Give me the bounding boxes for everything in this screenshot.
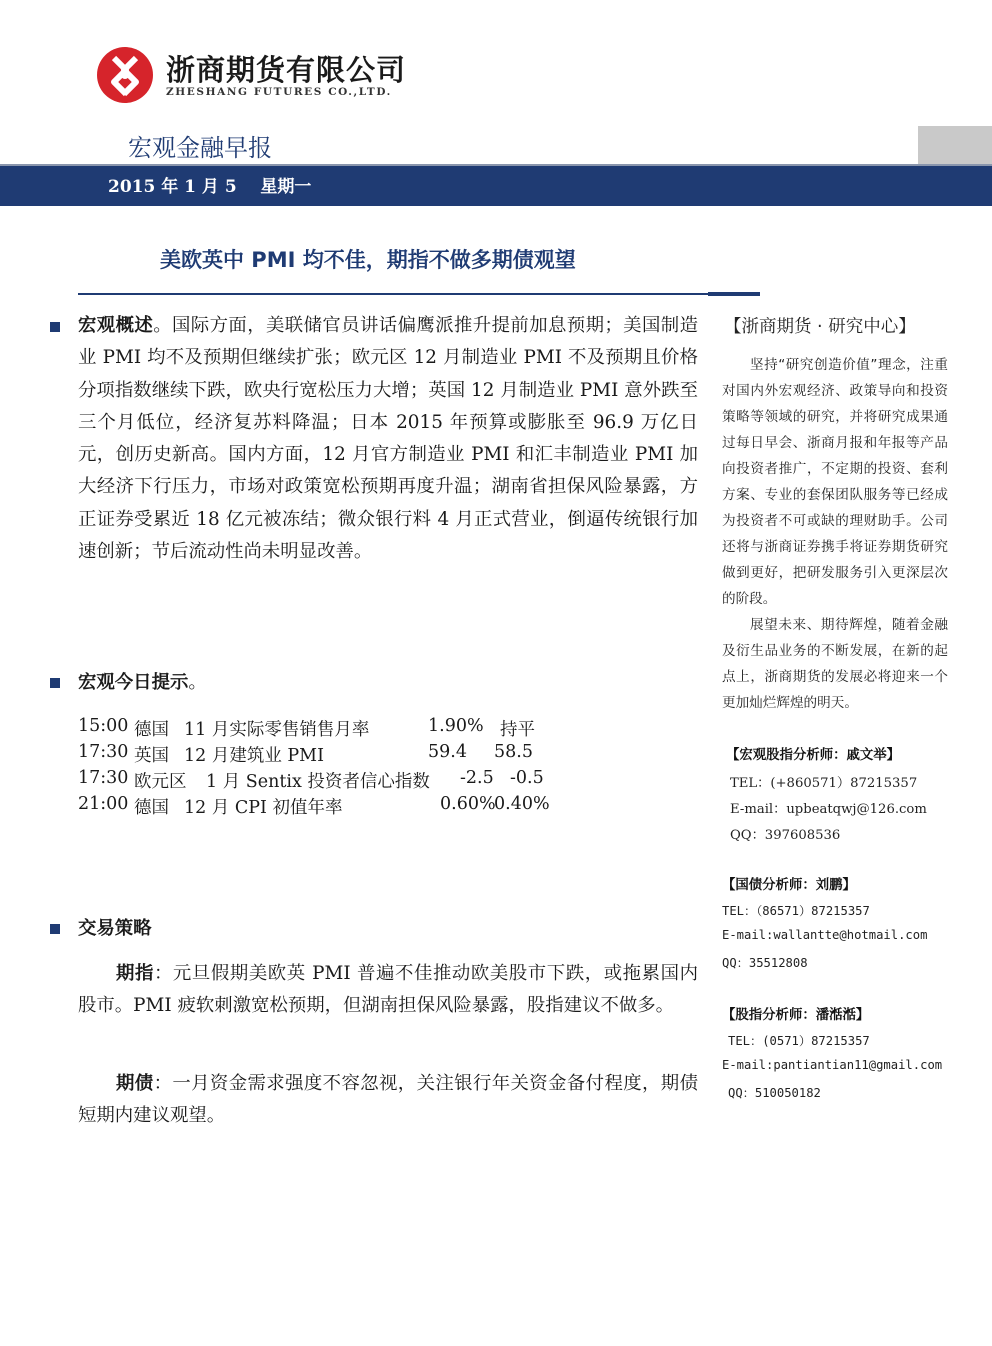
strategy-label: 期指 <box>116 963 154 984</box>
event-value-1: 59.4 <box>428 742 467 762</box>
event-time: 21:00 <box>78 794 129 814</box>
event-value-1: -2.5 <box>460 768 494 788</box>
bullet-square <box>50 678 60 688</box>
report-date: 2015 年 1 月 5 星期一 <box>108 177 312 197</box>
today-tips-heading: 宏观今日提示 <box>78 672 189 693</box>
headline-rule-accent <box>708 292 760 296</box>
analyst-qq: QQ：35512808 <box>722 956 808 970</box>
strategy-heading: 交易策略 <box>78 918 152 939</box>
sidebar-paragraph: 展望未来、期待辉煌，随着金融及衍生品业务的不断发展，在新的起点上，浙商期货的发展必将迎来一个更加灿烂辉煌的明天。 <box>722 617 948 711</box>
company-name-en: ZHESHANG FUTURES CO.,LTD. <box>166 86 392 98</box>
bullet-square <box>50 322 60 332</box>
macro-overview-heading: 宏观概述 <box>78 315 154 336</box>
company-name-cn: 浙商期货有限公司 <box>166 53 407 87</box>
event-region: 英国 <box>134 746 169 766</box>
event-region: 欧元区 <box>134 772 187 792</box>
analyst-heading-macro: 【宏观股指分析师：戚文举】 <box>726 748 901 763</box>
event-item: 1 月 Sentix 投资者信心指数 <box>206 772 430 792</box>
bullet-square <box>50 924 60 934</box>
headline-rule <box>78 293 760 295</box>
event-value-1: 1.90% <box>428 716 484 736</box>
sidebar-paragraph: 坚持“研究创造价值”理念，注重对国内外宏观经济、政策导向和投资策略等领域的研究，并将研究成果通过每日早会、浙商月报和年报等产品向投资者推广，不定期的投资、套利方案、专业的套保团队服务等已经成为投资者不可或缺的理财助手。公司还将与浙商证券携手将证券期货研究做到更好，把研发服务引入更深层次的阶段。 <box>722 357 948 607</box>
event-value-1: 0.60% <box>440 794 496 814</box>
event-item: 12 月建筑业 PMI <box>184 746 324 766</box>
event-value-2: 0.40% <box>494 794 550 814</box>
analyst-email: E-mail：upbeatqwj@126.com <box>730 802 927 817</box>
analyst-qq: QQ：510050182 <box>728 1086 821 1100</box>
strategy-text: ：元旦假期美欧英 PMI 普遍不佳推动欧美股市下跌，或拖累国内股市。PMI 疲软刺激宽松预期，但湖南担保风险暴露，股指建议不做多。 <box>78 963 698 1017</box>
strategy-label: 期债 <box>116 1073 154 1094</box>
analyst-email: E-mail:wallantte@hotmail.com <box>722 928 928 942</box>
macro-overview-text: 。国际方面，美联储官员讲话偏鹰派推升提前加息预期；美国制造业 PMI 均不及预期但继续扩张；欧元区 12 月制造业 PMI 不及预期且价格分项指数继续下跌，欧央行宽松压力大增；英国 12 月制造业 PMI 意外跌至三个月低位，经济复苏料降温；日本 2015 年预算或膨胀至 96.9 万亿日元，创历史新高。国内方面，12 月官方制造业 PMI 和汇丰制造业 PMI 加大经济下行压力，市场对政策宽松预期再度升温；湖南省担保风险暴露，方正证券受累近 18 亿元被冻结；微众银行料 4 月正式营业，倒逼传统银行加速创新；节后流动性尚未明显改善。 <box>78 315 698 563</box>
event-time: 15:00 <box>78 716 129 736</box>
analyst-qq: QQ：397608536 <box>730 828 841 843</box>
event-value-2: -0.5 <box>510 768 544 788</box>
company-logo <box>96 46 154 104</box>
header-gray-block <box>918 126 992 164</box>
event-item: 11 月实际零售销售月率 <box>184 720 370 740</box>
analyst-tel: TEL：（86571）87215357 <box>722 904 870 918</box>
macro-overview-paragraph <box>78 310 698 568</box>
analyst-heading-index: 【股指分析师：潘湉湉】 <box>722 1008 870 1023</box>
event-time: 17:30 <box>78 742 129 762</box>
event-time: 17:30 <box>78 768 129 788</box>
report-title: 宏观金融早报 <box>128 134 272 162</box>
strategy-text: ：一月资金需求强度不容忽视，关注银行年关资金备付程度，期债短期内建议观望。 <box>78 1073 698 1127</box>
today-tips-title <box>78 668 207 694</box>
analyst-heading-bond: 【国债分析师：刘鹏】 <box>722 878 856 893</box>
today-tips-suffix: 。 <box>188 672 207 693</box>
headline: 美欧英中 PMI 均不佳，期指不做多期债观望 <box>160 248 576 272</box>
strategy-paragraph-index-futures <box>78 958 698 1023</box>
event-value-2: 58.5 <box>494 742 533 762</box>
event-region: 德国 <box>134 720 169 740</box>
event-item: 12 月 CPI 初值年率 <box>184 798 343 818</box>
analyst-tel: TEL：(+860571）87215357 <box>730 776 918 791</box>
strategy-paragraph-bond-futures <box>78 1068 698 1133</box>
event-region: 德国 <box>134 798 169 818</box>
analyst-tel: TEL：(0571）87215357 <box>728 1034 870 1048</box>
event-value-2: 持平 <box>500 720 535 740</box>
sidebar-title: 【浙商期货 · 研究中心】 <box>724 317 916 337</box>
analyst-email: E-mail:pantiantian11@gmail.com <box>722 1058 943 1072</box>
